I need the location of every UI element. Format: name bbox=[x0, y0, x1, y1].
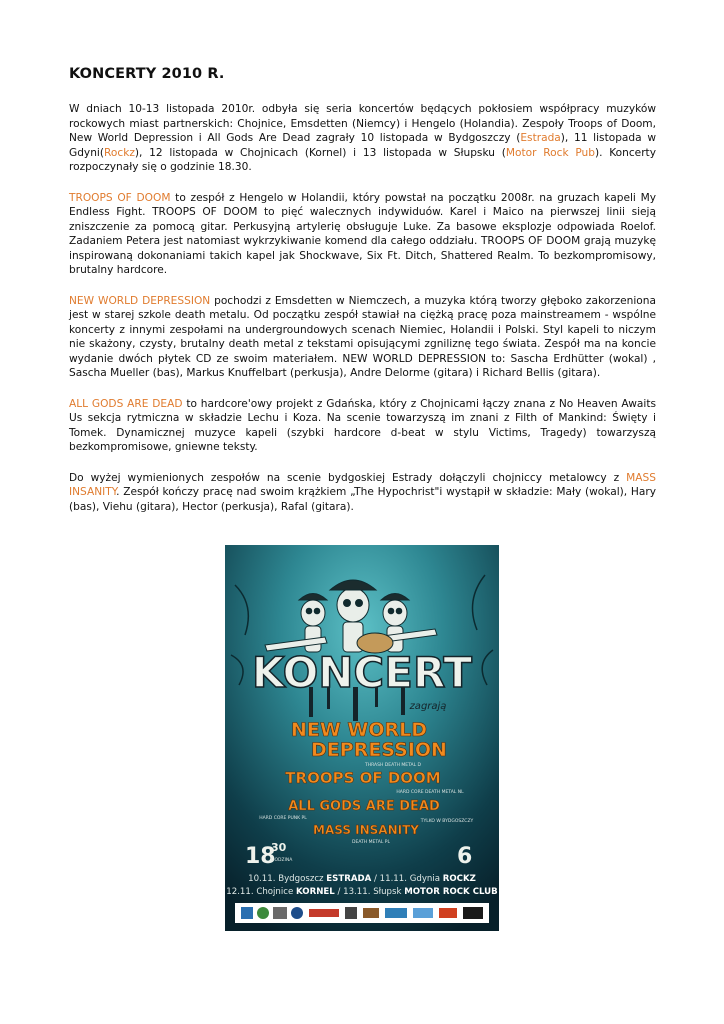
intro-paragraph bbox=[69, 102, 656, 175]
new-world-depression-text: pochodzi z Emsdetten w Niemczech, a muzyka którą tworzy głęboko zakorzeniona jest w starej szkole death metalu. Od początku zespół stawiał na ciężką pracę poza mainstreamem - wspólne koncerty z innymi zespołami na undergroundowych scenach Niemiec, Holandii i Polski. Styl kapeli to niczym nie skażony, czysty, brutalny death metal z tekstami opisującymi zgniliznę tego świata. Zespół ma na koncie wydanie dwóch płytek CD ze swoim materiałem. NEW WORLD DEPRESSION to: Sascha Erdhütter (wokal) , Sascha Mueller (bas), Markus Knuffelbart (perkusja), Andre Delorme (gitara) i Richard Bellis (gitara). bbox=[69, 294, 656, 379]
new-world-depression-paragraph bbox=[69, 294, 656, 381]
mass-insanity-paragraph bbox=[69, 471, 656, 515]
poster-band4-note: TYLKO W BYDGOSZCZY bbox=[420, 819, 474, 824]
troops-of-doom-paragraph bbox=[69, 191, 656, 278]
poster-band4-genre: DEATH METAL PL bbox=[352, 840, 390, 845]
poster-band3-genre: HARD CORE PUNK PL bbox=[259, 816, 307, 821]
poster-time-minutes: 30 bbox=[271, 841, 287, 854]
estrada-link[interactable]: Estrada bbox=[520, 132, 561, 144]
poster-price: 6 bbox=[457, 844, 473, 869]
all-gods-are-dead-paragraph bbox=[69, 397, 656, 455]
poster-band1-line2: DEPRESSION bbox=[311, 739, 447, 761]
mass-insanity-text-1: Do wyżej wymienionych zespołów na scenie bydgoskiej Estrady dołączyli chojniccy metalowcy z bbox=[69, 471, 627, 484]
intro-text-3: ), 12 listopada w Chojnicach (Kornel) i 13 listopada w Słupsku ( bbox=[134, 146, 506, 159]
page-title: KONCERTY 2010 R. bbox=[69, 66, 225, 82]
poster-band3: ALL GODS ARE DEAD bbox=[288, 799, 440, 814]
intro-text-2: ), 11 listopada w Gdyni( bbox=[69, 132, 656, 159]
poster-godzina-label: GODZINA bbox=[271, 858, 293, 863]
article bbox=[69, 66, 656, 530]
poster-band4: MASS INSANITY bbox=[313, 823, 419, 837]
new-world-depression-link[interactable]: NEW WORLD DEPRESSION bbox=[69, 294, 211, 307]
poster-band2-genre: HARD CORE DEATH METAL NL bbox=[396, 790, 464, 795]
poster-band2: TROOPS OF DOOM bbox=[285, 769, 441, 787]
rockz-link[interactable]: Rockz bbox=[104, 146, 135, 159]
poster-zagraja: zagrają bbox=[409, 701, 447, 712]
mass-insanity-link[interactable]: MASS INSANITY bbox=[69, 471, 656, 498]
poster-time-hour: 18 bbox=[245, 844, 276, 869]
mass-insanity-text-2: . Zespół kończy pracę nad swoim krążkiem „The Hypochrist"i wystąpił w składzie: Mały (wokal), Hary (bas), Viehu (gitara), Hector (perkusja), Rafal (gitara). bbox=[69, 486, 656, 513]
poster-band1-line1: NEW WORLD bbox=[290, 719, 428, 741]
concert-poster bbox=[225, 545, 499, 931]
poster-title: KONCERT bbox=[251, 648, 473, 697]
troops-of-doom-link[interactable]: TROOPS OF DOOM bbox=[69, 191, 171, 204]
poster-dates-line1: 10.11. Bydgoszcz ESTRADA / 11.11. Gdynia ROCKZ bbox=[248, 874, 476, 884]
troops-of-doom-text: to zespół z Hengelo w Holandii, który powstał na początku 2008r. na gruzach kapeli My Endless Fight. TROOPS OF DOOM to pięć walecznych indywiduów. Karel i Maico na pierwszej linii sieją zniszczenie za pomocą gitar. Perkusyjną artylerię obsługuje Luke. Za basowe eksplozje odpowiada Roelof. Zadaniem Petera jest natomiast wykrzykiwanie komend dla całego oddziału. TROOPS OF DOOM grają muzykę inspirowaną dokonaniami takich kapel jak Shockwave, Six Ft. Ditch, Shattered Realm. To bezkompromisowy, brutalny hardcore. bbox=[69, 191, 657, 276]
all-gods-are-dead-link[interactable]: ALL GODS ARE DEAD bbox=[69, 397, 183, 410]
intro-text-1: W dniach 10-13 listopada 2010r. odbyła się seria koncertów będących pokłosiem współpracy muzyków rockowych miast partnerskich: Chojnice, Emsdetten (Niemcy) i Hengelo (Holandia). Zespoły Troops of Doom, New World Depression i All Gods Are Dead zagrały 10 listopada w Bydgoszczy ( bbox=[69, 103, 656, 144]
poster-dates-line2: 12.11. Chojnice KORNEL / 13.11. Słupsk MOTOR ROCK CLUB bbox=[226, 887, 498, 897]
intro-text-4: ). Koncerty rozpoczynały się o godzinie 18.30. bbox=[69, 146, 656, 173]
motor-rock-pub-link[interactable]: Motor Rock Pub bbox=[505, 146, 595, 159]
all-gods-are-dead-text: to hardcore'owy projekt z Gdańska, który z Chojnicami łączy znana z No Heaven Awaits Us sekcja rytmiczna w składzie Lechu i Koza. Na scenie towarzyszą im znani z Filth of Mankind: Święty i Tomek. Dynamicznej muzyce kapeli (szybki hardcore d-beat w stylu Victims, Tragedy) towarzyszą bezkompromisowe, gniewne teksty. bbox=[69, 397, 656, 453]
poster-band1-genre: THRASH DEATH METAL D bbox=[364, 763, 422, 768]
